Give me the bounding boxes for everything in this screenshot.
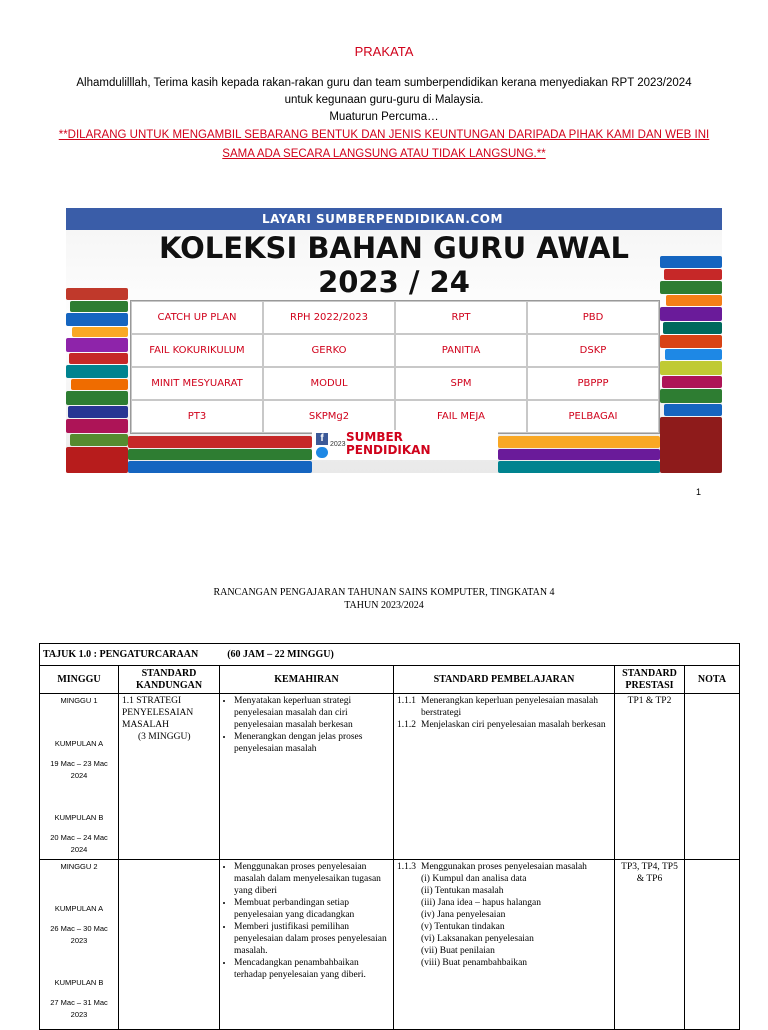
group-b-label: KUMPULAN B	[54, 813, 104, 822]
week-cell	[40, 860, 119, 1030]
logo-line-2: PENDIDIKAN	[346, 443, 431, 457]
prestasi-cell: TP1 & TP2	[615, 694, 685, 860]
group-b-dates: 27 Mac – 31 Mac 2023	[50, 998, 108, 1019]
sp-text: Menjelaskan ciri penyelesaian masalah berkesan	[421, 720, 606, 730]
sp-code: 1.1.3	[397, 862, 416, 872]
header-standard-prestasi: STANDARD PRESTASI	[615, 666, 685, 694]
standard-pembelajaran-cell	[394, 860, 615, 1030]
sp-sub-item: (vii) Buat penilaian	[421, 946, 495, 956]
table-row	[40, 694, 740, 860]
menu-gerko[interactable]: GERKO	[263, 334, 395, 367]
sp-sub-item: (viii) Buat penambahbaikan	[421, 958, 528, 968]
nota-cell	[685, 694, 740, 860]
banner-title: KOLEKSI BAHAN GURU AWAL	[158, 231, 630, 265]
header-kemahiran: KEMAHIRAN	[220, 666, 394, 694]
menu-rpt[interactable]: RPT	[395, 301, 527, 334]
menu-dskp[interactable]: DSKP	[527, 334, 659, 367]
menu-fail-meja[interactable]: FAIL MEJA	[395, 400, 527, 433]
kemahiran-item: • Memberi justifikasi pemilihan penyelesaian dalam proses penyelesaian masalah.	[234, 921, 390, 957]
menu-pbppp[interactable]: PBPPP	[527, 367, 659, 400]
menu-pelbagai[interactable]: PELBAGAI	[527, 400, 659, 433]
table-header	[40, 666, 740, 694]
week-cell	[40, 694, 119, 860]
kemahiran-item: • Menerangkan dengan jelas proses penyelesaian masalah	[234, 731, 390, 755]
week-label: MINGGU 2	[60, 862, 98, 871]
sp-item	[397, 719, 611, 731]
page-number: 1	[696, 487, 702, 497]
prestasi-cell: TP3, TP4, TP5 & TP6	[615, 860, 685, 1030]
week-label: MINGGU 1	[60, 696, 98, 705]
topic-hours: (60 JAM – 22 MINGGU)	[227, 648, 334, 660]
kemahiran-item: • Membuat perbandingan setiap penyelesaian yang dicadangkan	[234, 897, 390, 921]
menu-spm[interactable]: SPM	[395, 367, 527, 400]
menu-minit-mesyuarat[interactable]: MINIT MESYUARAT	[131, 367, 263, 400]
group-a-label: KUMPULAN A	[54, 739, 104, 748]
logo-year: 2023	[330, 441, 346, 448]
menu-pt3[interactable]: PT3	[131, 400, 263, 433]
sumber-pendidikan-logo[interactable]	[312, 430, 498, 460]
sp-sub-item: (v) Tentukan tindakan	[421, 922, 505, 932]
standard-kandungan-cell	[119, 860, 220, 1030]
sk-duration: (3 MINGGU)	[138, 732, 191, 742]
prakata-line-1: Alhamdulilllah, Terima kasih kepada rakan-rakan guru dan team sumberpendidikan kerana menyediakan RPT 2023/2024	[76, 77, 692, 89]
sk-title: 1.1 STRATEGI PENYELESAIAN MASALAH	[122, 696, 194, 730]
table-row	[40, 860, 740, 1030]
rpt-year: TAHUN 2023/2024	[344, 600, 424, 611]
group-a-dates: 26 Mac – 30 Mac 2023	[50, 924, 108, 945]
rpt-heading: RANCANGAN PENGAJARAN TAHUNAN SAINS KOMPUTER, TINGKATAN 4	[213, 587, 555, 598]
sp-code: 1.1.2	[397, 720, 416, 730]
group-a-label: KUMPULAN A	[54, 904, 104, 913]
kemahiran-item: • Mencadangkan penambahbaikan terhadap penyelesaian yang diberi.	[234, 957, 390, 981]
sp-item	[397, 695, 611, 719]
prakata-line-3: Muaturun Percuma…	[329, 111, 439, 123]
warning-line-1: **DILARANG UNTUK MENGAMBIL SEBARANG BENTUK DAN JENIS KEUNTUNGAN DARIPADA PIHAK KAMI DAN WEB INI	[58, 129, 710, 141]
header-standard-pembelajaran: STANDARD PEMBELAJARAN	[394, 666, 615, 694]
menu-skpmg2[interactable]: SKPMg2	[263, 400, 395, 433]
standard-pembelajaran-cell	[394, 694, 615, 860]
standard-kandungan-cell	[119, 694, 220, 860]
kemahiran-cell	[220, 694, 394, 860]
header-standard-kandungan: STANDARD KANDUNGAN	[119, 666, 220, 694]
sp-code: 1.1.1	[397, 696, 416, 706]
sp-sub-item: (vi) Laksanakan penyelesaian	[421, 934, 534, 944]
menu-rph[interactable]: RPH 2022/2023	[263, 301, 395, 334]
header-nota: NOTA	[685, 666, 740, 694]
sp-sub-item: (i) Kumpul dan analisa data	[421, 874, 527, 884]
logo-text	[346, 431, 431, 457]
menu-catch-up-plan[interactable]: CATCH UP PLAN	[131, 301, 263, 334]
sp-sub-item: (iii) Jana idea – hapus halangan	[421, 898, 542, 908]
banner-url[interactable]: LAYARI SUMBERPENDIDIKAN.COM	[66, 208, 722, 230]
prakata-title: PRAKATA	[354, 44, 414, 59]
sp-text: Menerangkan keperluan penyelesaian masalah berstrategi	[421, 696, 598, 718]
topic-row	[40, 644, 740, 666]
group-a-dates: 19 Mac – 23 Mac 2024	[50, 759, 108, 780]
kemahiran-item: • Menyatakan keperluan strategi penyelesaian masalah dan ciri penyelesaian masalah berkesan	[234, 695, 390, 731]
kemahiran-item: • Menggunakan proses penyelesaian masalah dalam menyelesaikan tugasan yang diberi	[234, 861, 390, 897]
menu-fail-kokurikulum[interactable]: FAIL KOKURIKULUM	[131, 334, 263, 367]
rpt-table	[39, 643, 740, 1030]
sp-item	[397, 861, 611, 873]
menu-pbd[interactable]: PBD	[527, 301, 659, 334]
warning-line-2: SAMA ADA SECARA LANGSUNG ATAU TIDAK LANGSUNG.**	[222, 148, 546, 160]
material-menu-grid	[130, 300, 660, 434]
banner-year: 2023 / 24	[318, 265, 470, 299]
menu-modul[interactable]: MODUL	[263, 367, 395, 400]
header-minggu: MINGGU	[40, 666, 119, 694]
chat-icon	[316, 447, 328, 458]
facebook-icon: f	[316, 433, 328, 445]
topic-title: TAJUK 1.0 : PENGATURCARAAN	[43, 648, 199, 660]
logo-line-1: SUMBER	[346, 430, 403, 444]
group-b-dates: 20 Mac – 24 Mac 2024	[50, 833, 108, 854]
kemahiran-cell	[220, 860, 394, 1030]
promo-banner[interactable]	[66, 208, 722, 473]
sp-text: Menggunakan proses penyelesaian masalah	[421, 862, 587, 872]
sp-sub-item: (iv) Jana penyelesaian	[421, 910, 506, 920]
nota-cell	[685, 860, 740, 1030]
group-b-label: KUMPULAN B	[54, 978, 104, 987]
prakata-line-2: untuk kegunaan guru-guru di Malaysia.	[284, 94, 484, 106]
sp-sub-item: (ii) Tentukan masalah	[421, 886, 504, 896]
menu-panitia[interactable]: PANITIA	[395, 334, 527, 367]
